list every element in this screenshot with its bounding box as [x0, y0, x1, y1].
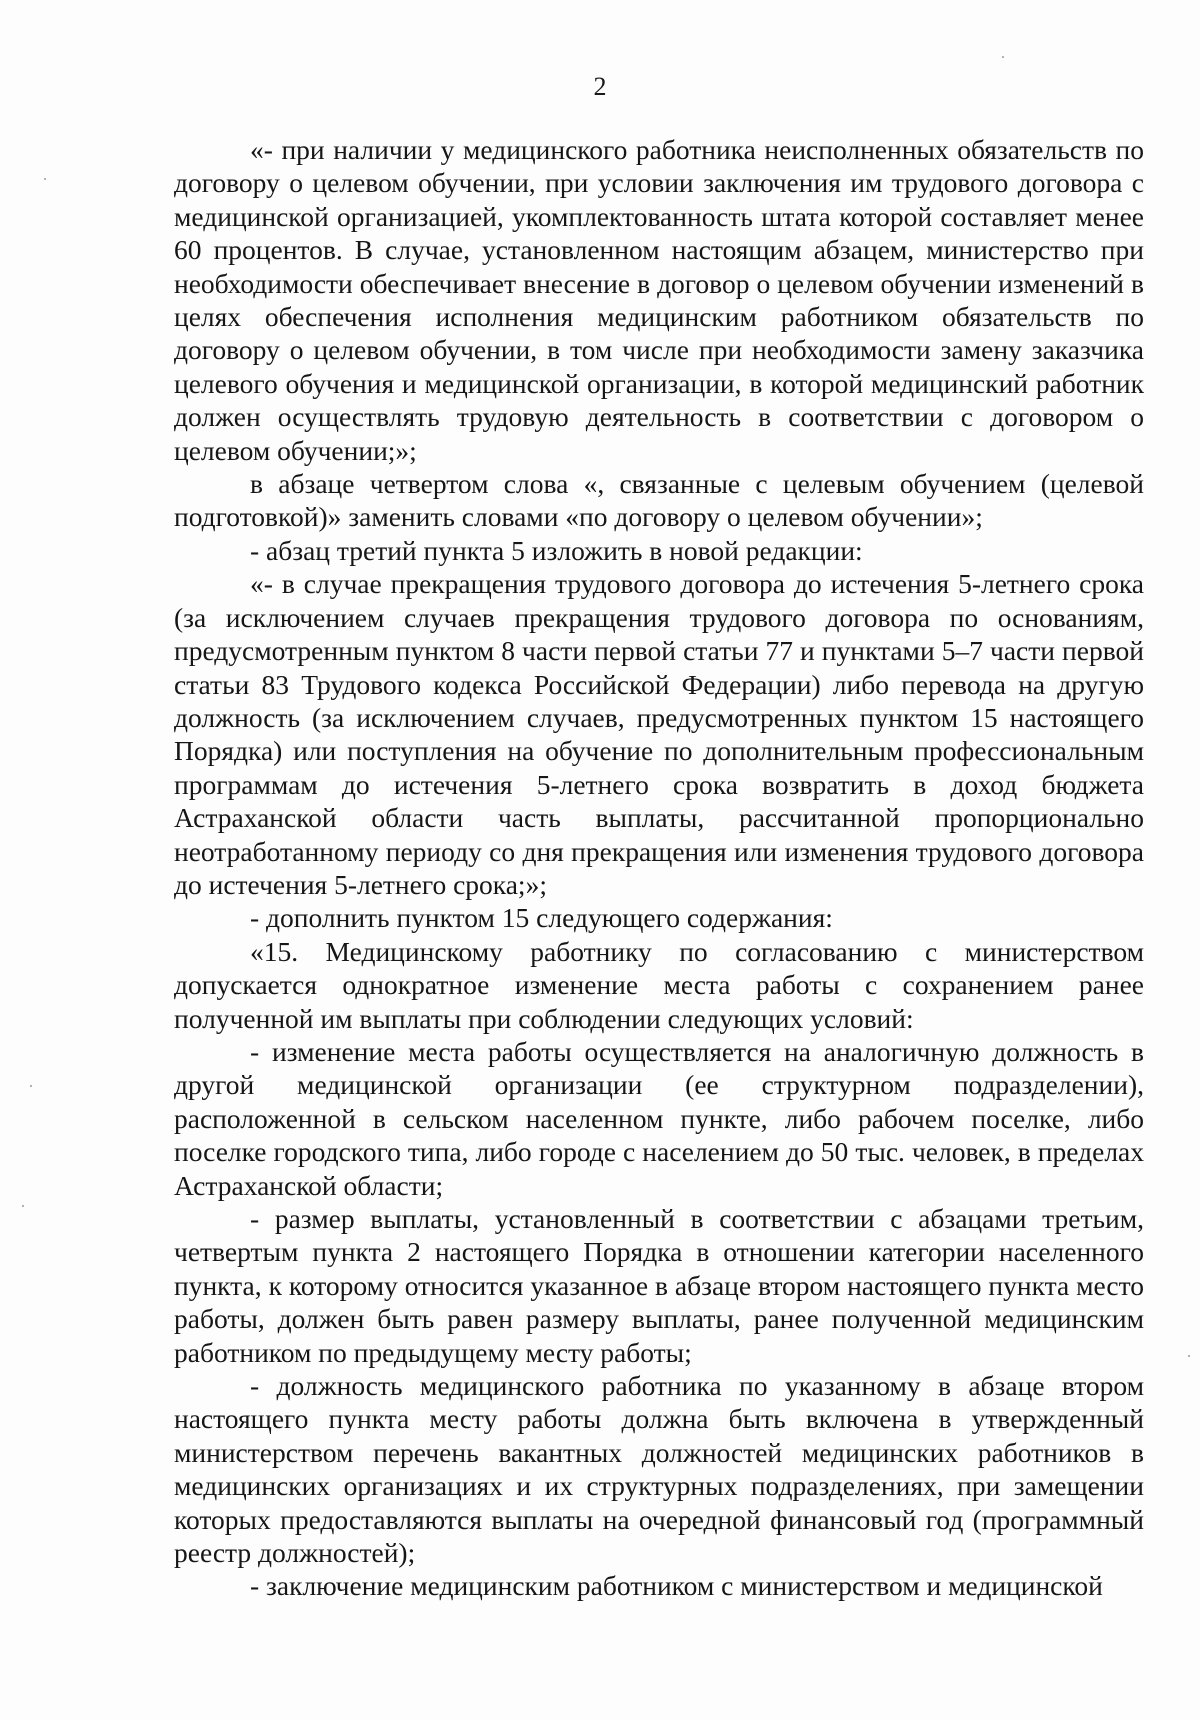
paragraph-3: - абзац третий пункта 5 изложить в новой редакции:: [250, 534, 863, 566]
scan-speck: [30, 1085, 32, 1087]
paragraph-8: - размер выплаты, установленный в соответствии с абзацами третьим, четвертым пункта 2 настоящего Порядка в отношении категории населенного пункта, к которому относится указанное в абзаце втором настоящего пункта место работы, должен быть равен размеру выплаты, ранее полученной медицинским работником по предыдущему месту работы;: [174, 1203, 1144, 1368]
paragraph-2: в абзаце четвертом слова «, связанные с целевым обучением (целевой подготовкой)» заменить словами «по договору о целевом обучении»;: [174, 468, 1144, 533]
scan-speck: [1002, 56, 1004, 58]
paragraph-1: «- при наличии у медицинского работника неисполненных обязательств по договору о целевом обучении, при условии заключения им трудового договора с медицинской организацией, укомплектованность штата которой составляет менее 60 процентов. В случае, установленном настоящим абзацем, министерство при необходимости обеспечивает внесение в договор о целевом обучении изменений в целях обеспечения исполнения медицинским работником обязательств по договору о целевом обучении, в том числе при необходимости замену заказчика целевого обучения и медицинской организации, в которой медицинский работник должен осуществлять трудовую деятельность в соответствии с договором о целевом обучении;»;: [174, 134, 1144, 466]
document-body: [174, 133, 1144, 1603]
paragraph-4: «- в случае прекращения трудового договора до истечения 5-летнего срока (за исключением случаев прекращения трудового договора по основаниям, предусмотренным пунктом 8 части первой статьи 77 и пунктами 5–7 части первой статьи 83 Трудового кодекса Российской Федерации) либо перевода на другую должность (за исключением случаев, предусмотренных пунктом 15 настоящего Порядка) или поступления на обучение по дополнительным профессиональным программам до истечения 5-летнего срока возвратить в доход бюджета Астраханской области часть выплаты, рассчитанной пропорционально неотработанному периоду со дня прекращения или изменения трудового договора до истечения 5-летнего срока;»;: [174, 568, 1144, 900]
scan-speck: [22, 1205, 24, 1207]
page-number: 2: [593, 72, 607, 101]
scan-speck: [44, 178, 46, 180]
scan-speck: [1188, 1355, 1190, 1357]
paragraph-10: - заключение медицинским работником с министерством и медицинской: [250, 1570, 1103, 1602]
paragraph-9: - должность медицинского работника по указанному в абзаце втором настоящего пункта месту работы должна быть включена в утвержденный министерством перечень вакантных должностей медицинских работников в медицинских организациях и их структурных подразделениях, при замещении которых предоставляются выплаты на очередной финансовый год (программный реестр должностей);: [174, 1370, 1144, 1569]
paragraph-6: «15. Медицинскому работнику по согласованию с министерством допускается однократное изменение места работы с сохранением ранее полученной им выплаты при соблюдении следующих условий:: [174, 935, 1144, 1034]
paragraph-5: - дополнить пунктом 15 следующего содержания:: [250, 902, 833, 934]
paragraph-7: - изменение места работы осуществляется на аналогичную должность в другой медицинской организации (ее структурном подразделении), расположенной в сельском населенном пункте, либо рабочем поселке, либо поселке городского типа, либо городе с населением до 50 тыс. человек, в пределах Астраханской области;: [174, 1035, 1144, 1201]
